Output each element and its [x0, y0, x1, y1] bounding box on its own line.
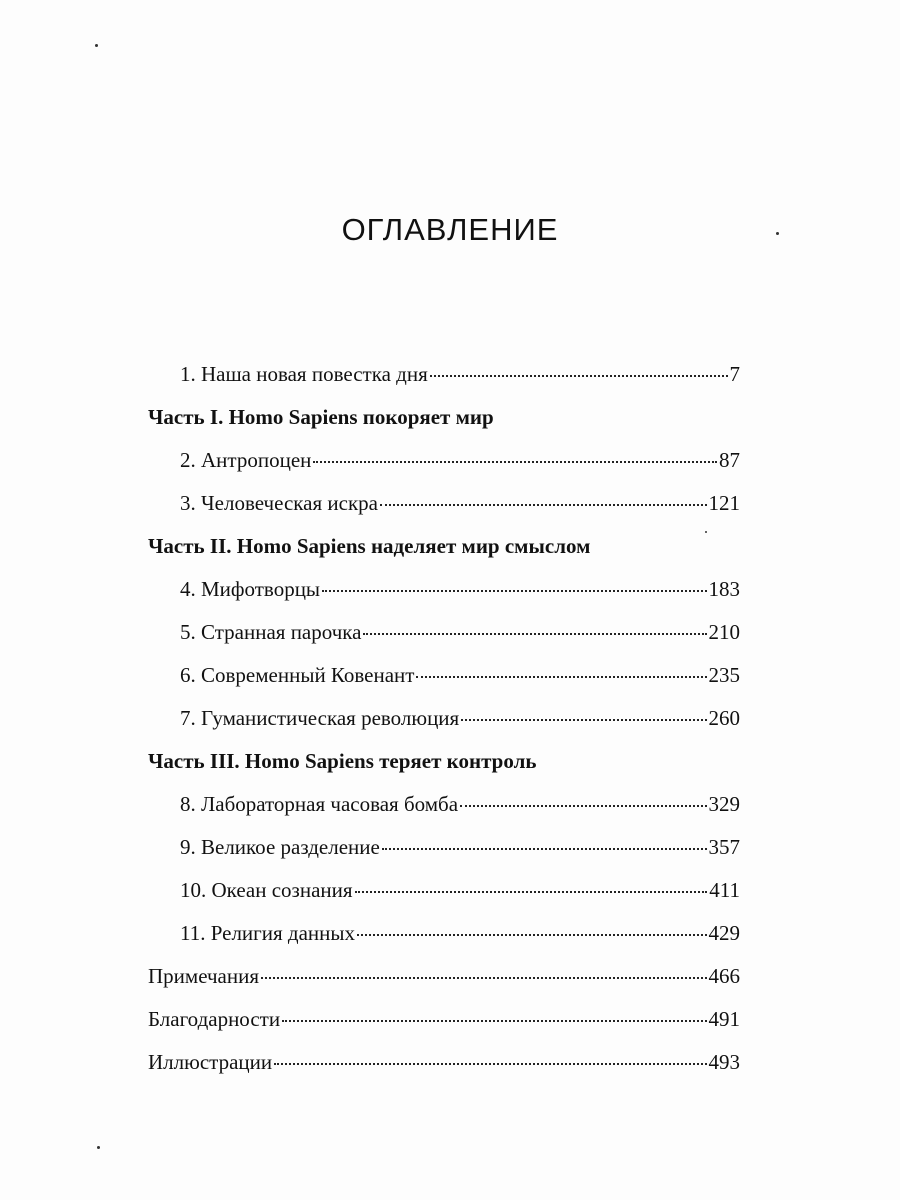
dot-leader [355, 891, 708, 893]
toc-entry-page: 429 [708, 921, 740, 945]
toc-entry-label: 2. Антропоцен [180, 448, 312, 472]
toc-entry[interactable] [180, 489, 740, 517]
toc-entry[interactable] [180, 360, 740, 388]
dot-leader [261, 977, 706, 979]
toc-entry-page: 87 [719, 448, 740, 472]
toc-entry-page: 183 [708, 577, 740, 601]
dot-leader [363, 633, 706, 635]
toc-entry-page: 491 [708, 1007, 740, 1031]
toc-entry-page: 121 [708, 491, 740, 515]
toc-entry-page: 493 [708, 1050, 740, 1074]
toc-entry-page: 260 [708, 706, 740, 730]
toc-entry[interactable] [180, 919, 740, 947]
dot-leader [461, 719, 706, 721]
toc-entry-page: 357 [708, 835, 740, 859]
toc-entry[interactable] [180, 876, 740, 904]
toc-part-heading[interactable]: Часть I. Homo Sapiens покоряет мир [148, 405, 494, 429]
toc-entry[interactable] [148, 962, 740, 990]
toc-entry-page: 235 [708, 663, 740, 687]
page-title: ОГЛАВЛЕНИЕ [341, 212, 559, 247]
toc-entry-label: 6. Современный Ковенант [180, 663, 415, 687]
toc-entry-label: Иллюстрации [148, 1050, 273, 1074]
toc-entry-label: 1. Наша новая повестка дня [180, 362, 428, 386]
toc-entry[interactable] [180, 704, 740, 732]
toc-entry-label: 10. Океан сознания [180, 878, 353, 902]
toc-entry-label: 3. Человеческая искра [180, 491, 378, 515]
dot-leader [313, 461, 717, 463]
dot-leader [430, 375, 728, 377]
toc-entry-label: 5. Странная парочка [180, 620, 362, 644]
toc-entry-label: Примечания [148, 964, 260, 988]
toc-entry-page: 7 [729, 362, 740, 386]
toc-entry-label: 7. Гуманистическая революция [180, 706, 460, 730]
toc-entry[interactable] [180, 661, 740, 689]
toc-entry[interactable] [180, 790, 740, 818]
toc-entry[interactable] [180, 446, 740, 474]
dot-leader [382, 848, 707, 850]
dot-leader [380, 504, 707, 506]
dot-leader [274, 1063, 706, 1065]
toc-entry-label: 9. Великое разделение [180, 835, 380, 859]
toc-entry-label: 8. Лабораторная часовая бомба [180, 792, 459, 816]
toc-part-heading[interactable]: Часть III. Homo Sapiens теряет контроль [148, 749, 537, 773]
dot-leader [282, 1020, 706, 1022]
toc-entry-label: 4. Мифотворцы [180, 577, 321, 601]
toc-entry-label: 11. Религия данных [180, 921, 356, 945]
dot-leader [357, 934, 706, 936]
toc-entry[interactable] [180, 575, 740, 603]
toc-entry[interactable] [180, 833, 740, 861]
toc-entry-page: 329 [708, 792, 740, 816]
toc-entry-label: Благодарности [148, 1007, 281, 1031]
toc-part-heading[interactable]: Часть II. Homo Sapiens наделяет мир смыслом [148, 534, 591, 558]
toc-entry-page: 411 [709, 878, 740, 902]
toc-entry-page: 210 [708, 620, 740, 644]
toc-entry-page: 466 [708, 964, 740, 988]
toc-entry[interactable] [148, 1048, 740, 1076]
dot-leader [460, 805, 706, 807]
toc-entry[interactable] [148, 1005, 740, 1033]
toc-entry[interactable] [180, 618, 740, 646]
dot-leader [416, 676, 706, 678]
dot-leader [322, 590, 706, 592]
